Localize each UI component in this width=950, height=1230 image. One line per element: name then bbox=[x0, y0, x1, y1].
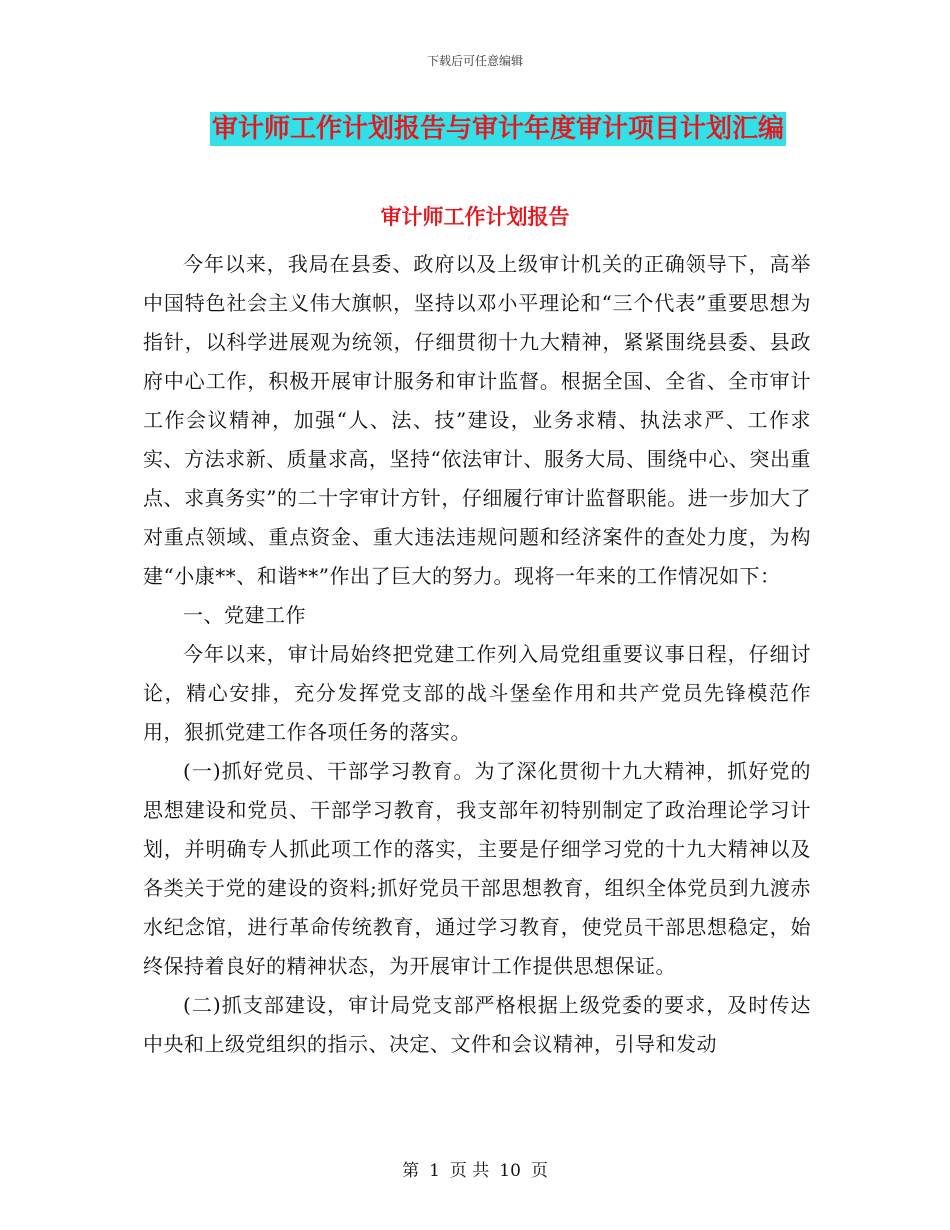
footer-suffix: 页 bbox=[530, 1161, 548, 1181]
document-body bbox=[143, 245, 811, 1064]
paragraph-branch-building: (二)抓支部建设，审计局党支部严格根据上级党委的要求，及时传达中央和上级党组织的指示、决定、文件和会议精神，引导和发动 bbox=[143, 993, 811, 1056]
document-title: 审计师工作计划报告与审计年度审计项目计划汇编 bbox=[211, 114, 784, 144]
footer-page-number: 1 bbox=[429, 1161, 440, 1181]
paragraph-study-education: (一)抓好党员、干部学习教育。为了深化贯彻十九大精神，抓好党的思想建设和党员、干部学习教育，我支部年初特别制定了政治理论学习计划，并明确专人抓此项工作的落实，主要是仔细学习党的十九大精神以及各类关于党的建设的资料;抓好党员干部思想教育，组织全体党员到九渡赤水纪念馆，进行革命传统教育，通过学习教育，使党员干部思想稳定，始终保持着良好的精神状态，为开展审计工作提供思想保证。 bbox=[143, 759, 811, 978]
footer-total-pages: 10 bbox=[499, 1161, 521, 1181]
document-title-container bbox=[0, 112, 950, 146]
section-title: 审计师工作计划报告 bbox=[380, 205, 570, 229]
footer-middle: 页 共 bbox=[449, 1161, 490, 1181]
paragraph-party-building: 今年以来，审计局始终把党建工作列入局党组重要议事日程，仔细讨论，精心安排，充分发挥党支部的战斗堡垒作用和共产党员先锋模范作用，狠抓党建工作各项任务的落实。 bbox=[143, 642, 811, 744]
paragraph-heading-party-building: 一、党建工作 bbox=[183, 603, 306, 627]
paragraph-intro: 今年以来，我局在县委、政府以及上级审计机关的正确领导下，高举中国特色社会主义伟大旗帜，坚持以邓小平理论和“三个代表”重要思想为指针，以科学进展观为统领，仔细贯彻十九大精神，紧紧围绕县委、县政府中心工作，积极开展审计服务和审计监督。根据全国、全省、全市审计工作会议精神，加强“人、法、技”建设，业务求精、执法求严、工作求实、方法求新、质量求高，坚持“依法审计、服务大局、围绕中心、突出重点、求真务实”的二十字审计方针，仔细履行审计监督职能。进一步加大了对重点领域、重点资金、重大违法违规问题和经济案件的查处力度，为构建“小康**、和谐**”作出了巨大的努力。现将一年来的工作情况如下： bbox=[143, 252, 811, 588]
footer-prefix: 第 bbox=[402, 1161, 420, 1181]
page-footer bbox=[0, 1156, 950, 1181]
page-header-note: 下载后可任意编辑 bbox=[426, 54, 523, 68]
